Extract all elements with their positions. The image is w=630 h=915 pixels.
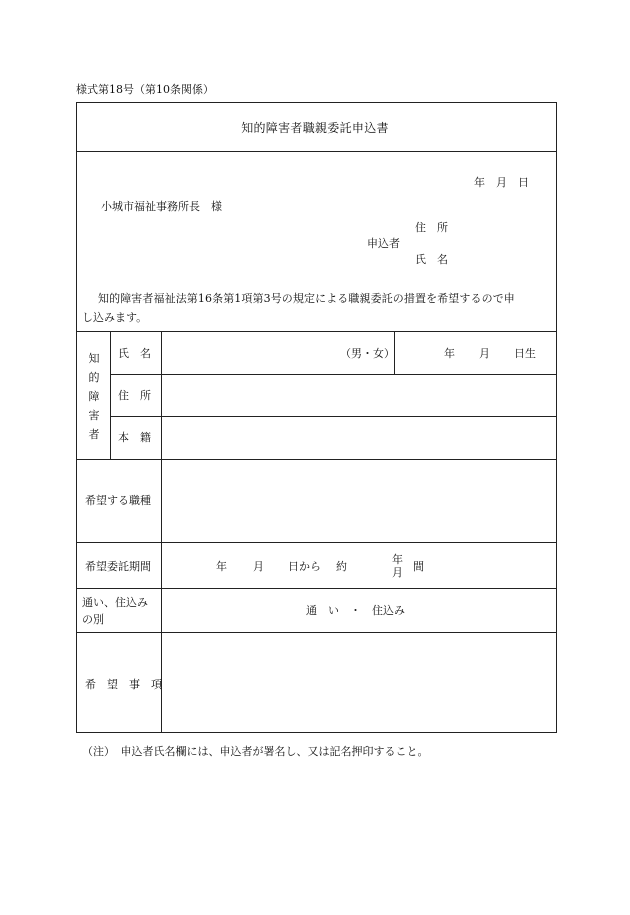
rule-label-column [161,331,162,732]
birth-year-label: 年 [444,347,455,360]
rule-person-bottom [76,459,556,460]
recipient: 小城市福祉事務所長 様 [101,200,222,213]
period-unit-suffix: 間 [413,560,424,573]
applicant-label: 申込者 [367,237,400,250]
rule-person-address-bottom [110,416,556,417]
desired-job-label: 希望する職種 [85,494,151,507]
person-group-label: 知的障害者 [88,352,100,441]
date-label: 年 月 日 [474,176,529,189]
person-domicile-label: 本 籍 [118,431,151,444]
period-unit-month: 月 [392,566,403,579]
person-address-label: 住 所 [118,389,151,402]
rule-group-divider [110,331,111,459]
commute-label-line1: 通い、住込み [82,596,148,609]
period-approx: 約 [336,560,347,573]
applicant-name-label: 氏 名 [415,253,448,266]
form-title: 知的障害者職親委託申込書 [241,121,389,135]
period-unit-year: 年 [392,553,403,566]
rule-job-bottom [76,542,556,543]
wishes-label: 希 望 事 項 [85,678,162,691]
commute-options: 通 い ・ 住込み [306,604,405,617]
person-gender: （男・女） [340,347,395,360]
form-number: 様式第18号（第10条関係） [76,83,214,96]
rule-title-bottom [76,151,556,152]
table-border-bottom [76,732,556,733]
applicant-address-label: 住 所 [415,221,448,234]
period-label: 希望委託期間 [85,560,151,573]
rule-person-name-bottom [110,374,556,375]
statement-line1: 知的障害者福祉法第16条第1項第3号の規定による職親委託の措置を希望するので申 [98,292,515,305]
person-name-label: 氏 名 [118,347,151,360]
commute-label-line2: の別 [82,613,104,626]
rule-period-bottom [76,588,556,589]
birth-month-label: 月 [479,347,490,360]
rule-header-bottom [76,331,556,332]
birth-day-label: 日生 [514,347,536,360]
rule-commute-bottom [76,632,556,633]
table-border-left [76,102,77,732]
period-from: 日から [288,560,321,573]
statement-line2: し込みます。 [82,311,148,324]
period-year: 年 [216,560,227,573]
table-border-right [556,102,557,733]
period-month: 月 [253,560,264,573]
note: （注） 申込者氏名欄には、申込者が署名し、又は記名押印すること。 [82,745,429,758]
table-border-top [76,102,556,103]
